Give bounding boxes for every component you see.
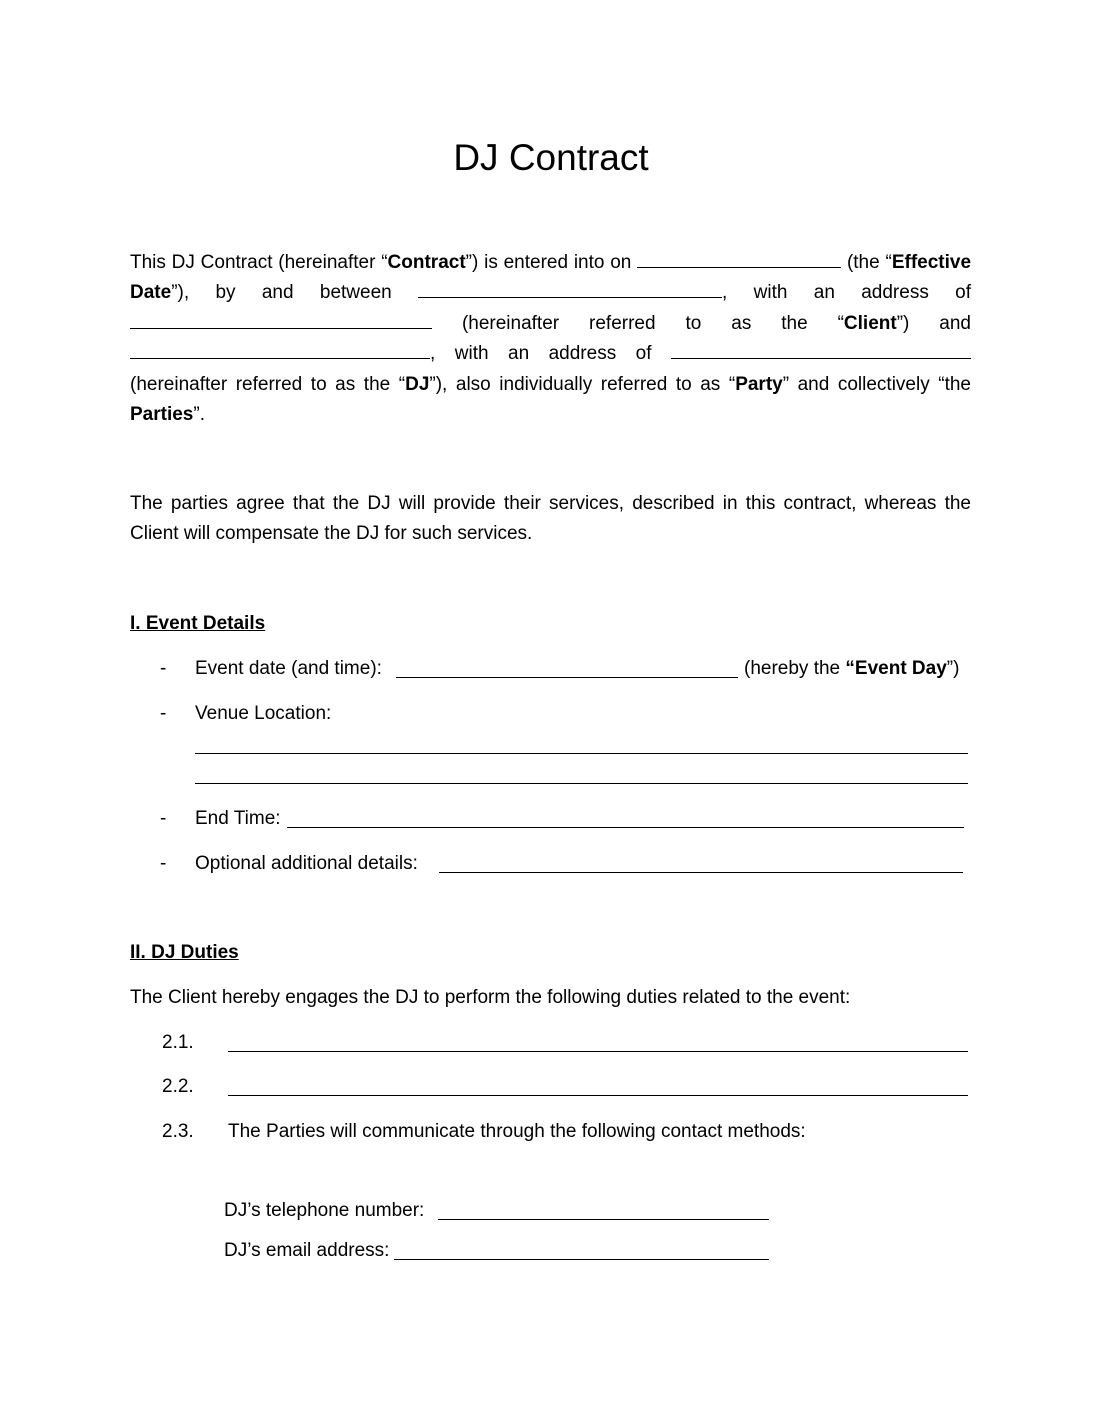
list-dash: - [160,658,167,679]
contact-methods-text: The Parties will communicate through the following contact methods: [228,1121,806,1142]
client-address-blank[interactable] [130,309,432,329]
section-heading-event-details: I. Event Details [130,613,266,634]
intro-paragraph: This DJ Contract (hereinafter “Contract”) is entered into on (the “Effective Date”), by and between , with an address of (hereinafter referred to as the “Client”) and , with an address of (hereinafter referred to as the “DJ”), also individually referred to as “Party” and collectively “the Parties”. [130,248,971,430]
duties-intro: The Client hereby engages the DJ to perform the following duties related to the event: [130,987,851,1008]
client-name-blank[interactable] [418,278,722,298]
item-number: 2.2. [162,1076,194,1097]
document-title: DJ Contract [453,137,649,178]
event-day-note: (hereby the “Event Day”) [744,658,960,679]
list-dash: - [160,853,167,874]
dj-phone-label: DJ’s telephone number: [224,1200,425,1221]
duty-blank-2[interactable] [228,1095,968,1096]
venue-location-blank-2[interactable] [195,783,968,784]
event-date-blank[interactable] [396,677,738,678]
item-number: 2.3. [162,1121,194,1142]
dj-address-blank[interactable] [671,339,971,359]
effective-date-blank[interactable] [637,248,841,268]
dj-email-blank[interactable] [394,1259,769,1260]
venue-location-blank-1[interactable] [195,753,968,754]
dj-email-label: DJ’s email address: [224,1240,390,1261]
duty-blank-1[interactable] [228,1051,968,1052]
list-dash: - [160,703,167,724]
agreement-paragraph: The parties agree that the DJ will provide their services, described in this contract, whereas the Client will compensate the DJ for such services. [130,493,971,545]
end-time-blank[interactable] [287,827,964,828]
event-date-label: Event date (and time): [195,658,382,679]
list-dash: - [160,808,167,829]
venue-location-label: Venue Location: [195,703,332,724]
optional-details-blank[interactable] [439,872,963,873]
end-time-label: End Time: [195,808,281,829]
optional-details-label: Optional additional details: [195,853,418,874]
dj-phone-blank[interactable] [438,1219,769,1220]
item-number: 2.1. [162,1032,194,1053]
dj-name-blank[interactable] [130,339,430,359]
section-heading-dj-duties: II. DJ Duties [130,942,239,963]
